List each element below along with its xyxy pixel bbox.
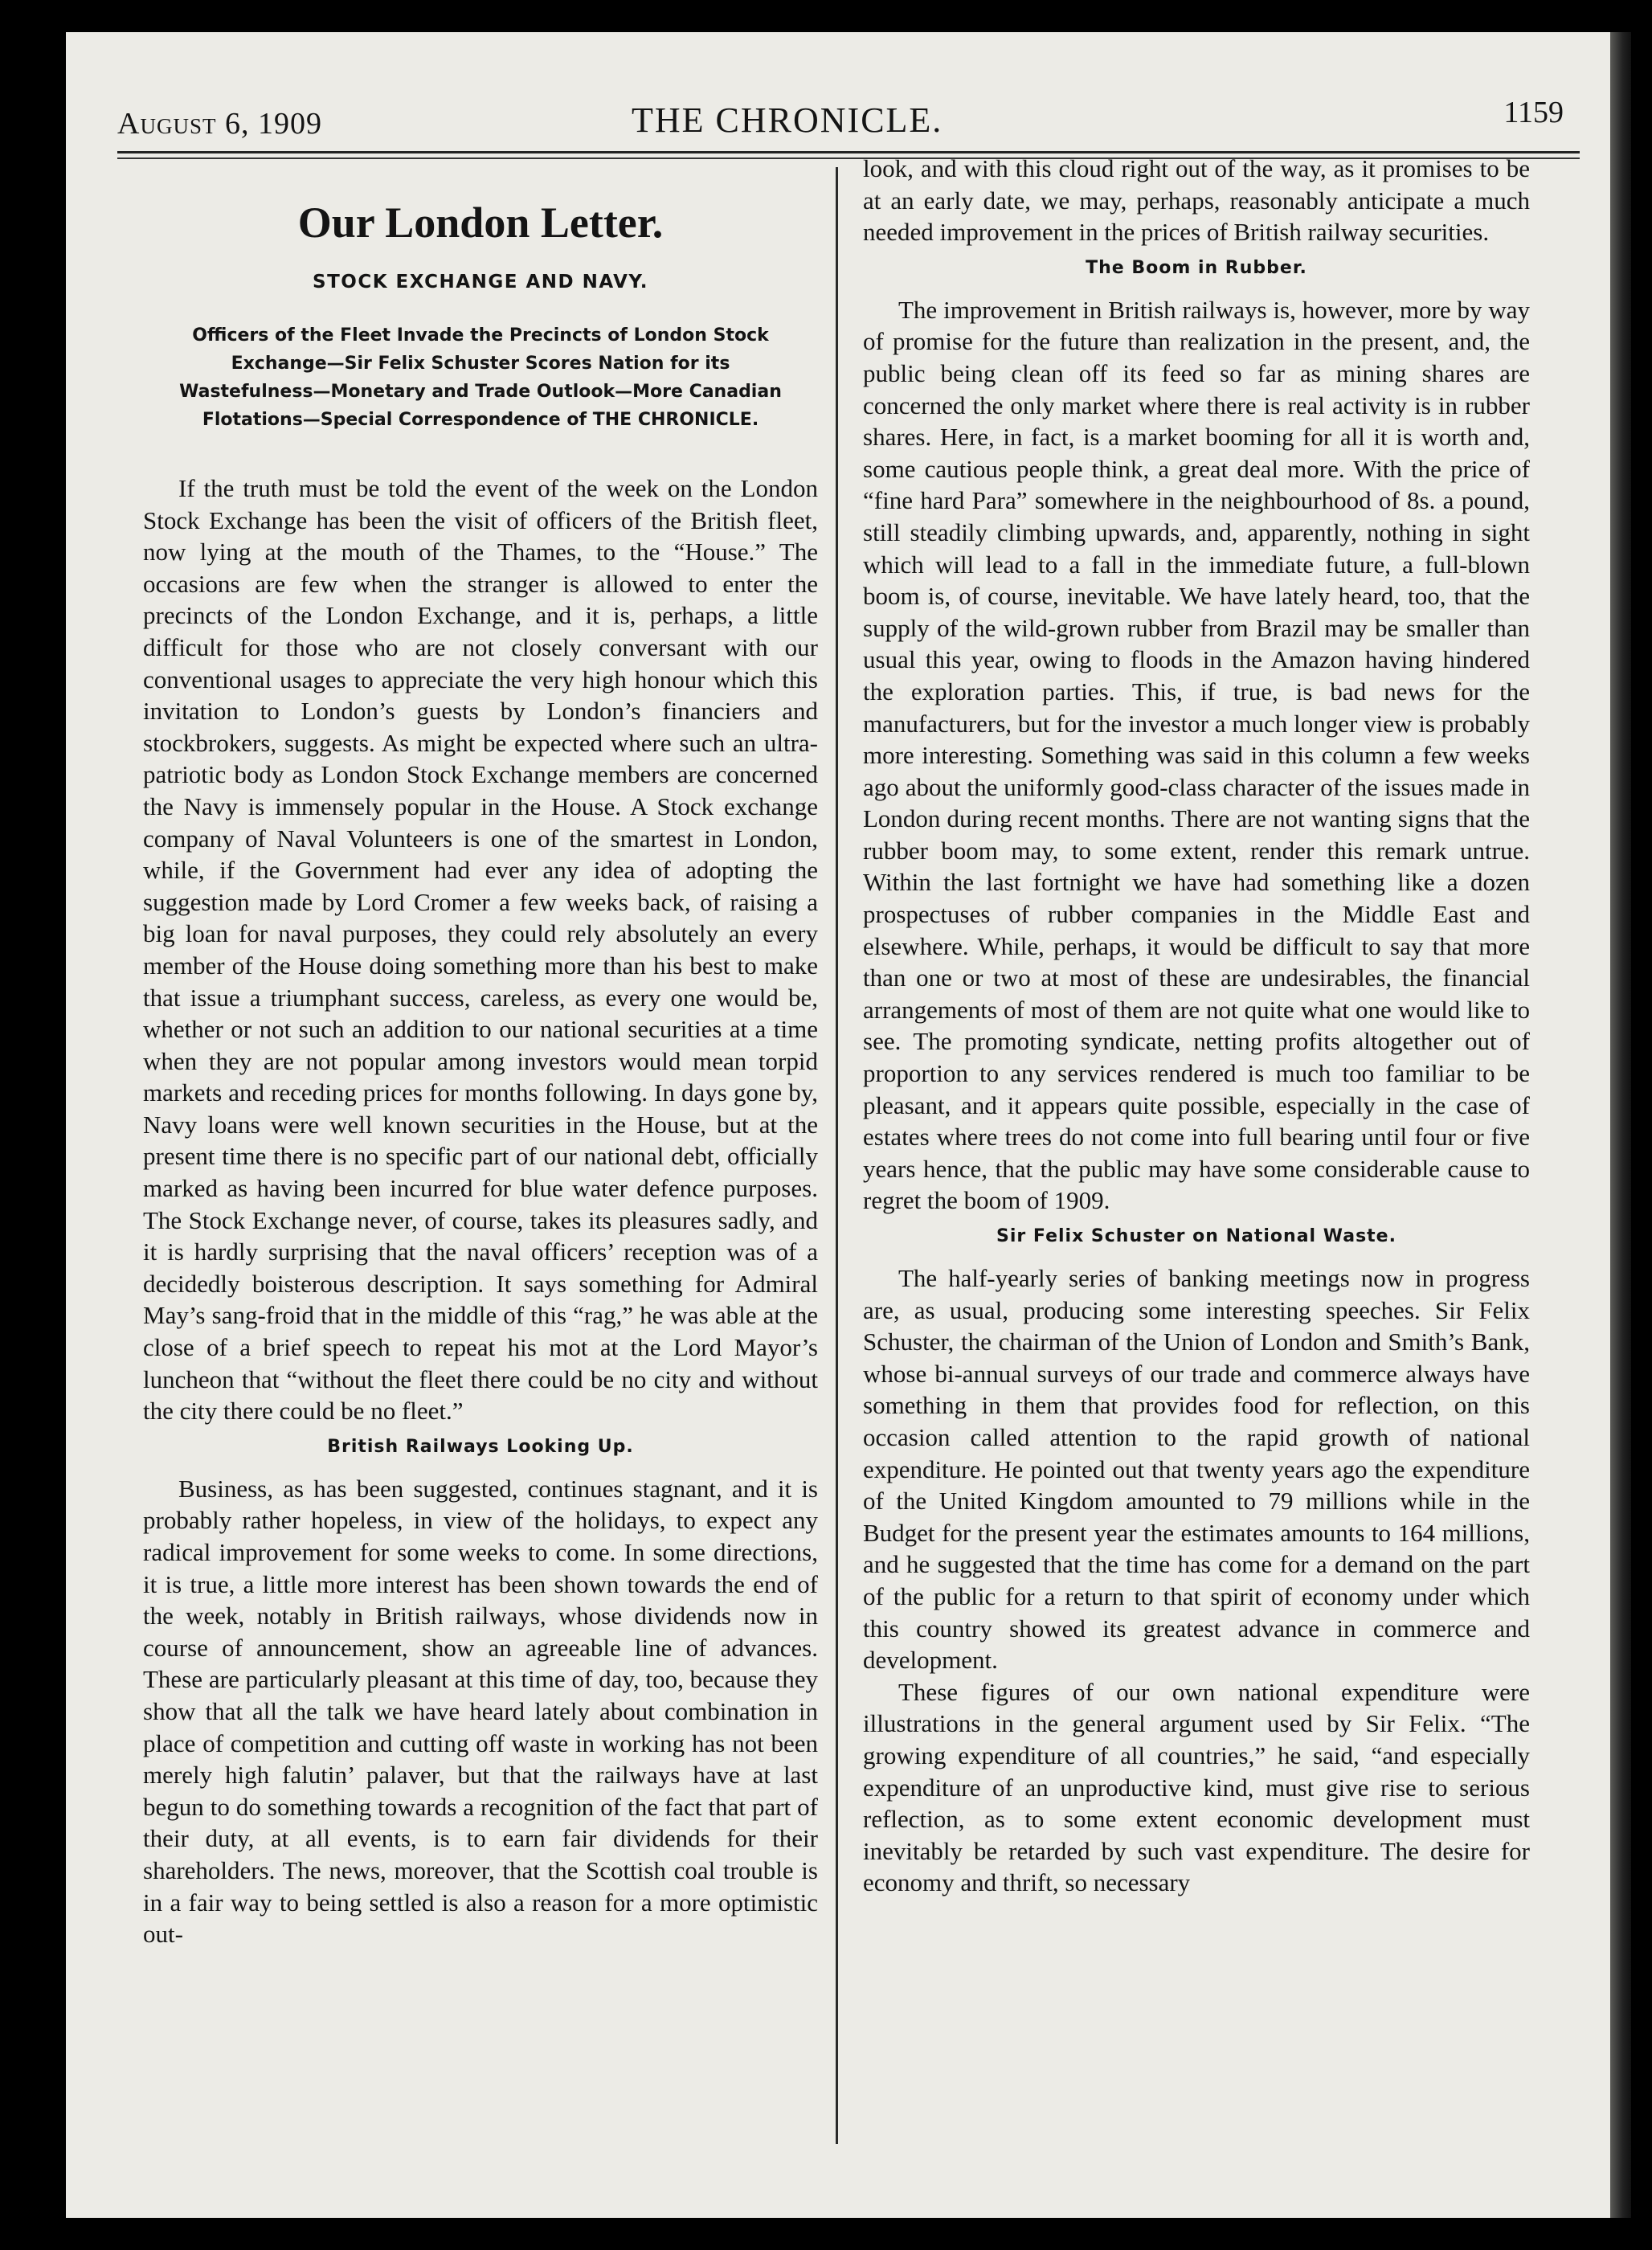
page-spine-shadow [1610,32,1631,2218]
left-column [143,182,818,1950]
issue-date: August 6, 1909 [117,107,322,141]
right-column [863,153,1530,1899]
publication-title: THE CHRONICLE. [632,100,943,140]
subheading-rubber: The Boom in Rubber. [1086,257,1307,278]
paragraph-railways: Business, as has been suggested, continues stagnant, and it is probably rather hopeless, in view of the holidays, to expect any radical improvement for some weeks to come. In some directions, it is true, a little more interest has been shown towards the end of the week, notably in British railways, whose dividends now in course of announcement, show an agreeable line of advances. These are particularly pleasant at this time of day, too, because they show that all the talk we have heard lately about combination in place of competition and cutting off waste in working has not been merely high falutin’ palaver, but that the railways have at last begun to do something towards a recognition of the fact that part of their duty, at all events, is to earn fair dividends for their shareholders. The news, moreover, that the Scottish coal trouble is in a fair way to being settled is also a reason for a more optimistic out- [143,1474,818,1949]
article-deck: Officers of the Fleet Invade the Precincts of London Stock Exchange—Sir Felix Schuster Scores Nation for its Wastefulness—Monetary and Trade Outlook—More Canadian Flotations—Special Correspondence of THE CHRONICLE. [179,325,782,430]
page-number: 1159 [1503,96,1564,129]
paragraph-schuster: The half-yearly series of banking meetings now in progress are, as usual, producing some interesting speeches. Sir Felix Schuster, the chairman of the Union of London and Smith’s Bank, whose bi-annual surveys of our trade and commerce always have something in them that provides food for reflection, on this occasion called attention to the rapid growth of national expenditure. He pointed out that twenty years ago the expenditure of the United Kingdom amounted to 79 millions while in the Budget for the present year the estimates amounts to 164 millions, and he suggested that the time has come for a demand on the part of the public for a return to that spirit of economy under which this country showed its greatest advance in commerce and development. [863,1264,1530,1675]
paragraph-expenditure: These figures of our own national expenditure were illustrations in the general argument used by Sir Felix. “The growing expenditure of all countries,” he said, “and especially expenditure of an unproductive kind, must give rise to serious reflection, as to some extent economic development must inevitably be retarded by such vast expenditure. The desire for economy and thrift, so necessary [863,1677,1530,1897]
page-header [117,74,1588,154]
paragraph-rubber: The improvement in British railways is, however, more by way of promise for the future than realization in the present, and, the public being clean off its feed so far as mining shares are concerned the only market where there is real activity is in rubber shares. Here, in fact, is a market booming for all it is worth and, some cautious people think, a great deal more. With the price of “fine hard Para” somewhere in the neighbourhood of 8s. a pound, still steadily climbing upwards, and, apparently, nothing in sight which will lead to a fall in the immediate future, a full-blown boom is, of course, inevitable. We have lately heard, too, that the supply of the wild-grown rubber from Brazil may be smaller than usual this year, owing to floods in the Amazon having hindered the exploration parties. This, if true, is bad news for the manufacturers, but for the investor a much longer view is probably more interesting. Something was said in this column a few weeks ago about the uniformly good-class character of the issues made in London during recent months. There are not wanting signs that the rubber boom may, to some extent, render this remark untrue. Within the last fortnight we have had something like a dozen prospectuses of rubber companies in the Middle East and elsewhere. While, perhaps, it would be difficult to say that more than one or two at most of these are undesirables, the financial arrangements of most of them are not quite what one would like to see. The promoting syndicate, netting profits altogether out of proportion to any services rendered is much too familiar to be pleasant, and it appears quite possible, especially in the case of estates where trees do not come into full bearing until four or five years hence, that the public may have some considerable cause to regret the boom of 1909. [863,295,1530,1215]
newspaper-page [66,32,1631,2218]
section-heading: STOCK EXCHANGE AND NAVY. [313,272,648,292]
paragraph-stock-exchange: If the truth must be told the event of the week on the London Stock Exchange has been the visit of officers of the British fleet, now lying at the mouth of the Thames, to the “House.” The occasions are few when the stranger is allowed to enter the precincts of the London Exchange, and it is, perhaps, a little difficult for those who are not closely conversant with our conventional usages to appreciate the very high honour which this invitation to London’s guests by London’s financiers and stockbrokers, suggests. As might be expected where such an ultra-patriotic body as London Stock Exchange members are concerned the Navy is immensely popular in the House. A Stock exchange company of Naval Volunteers is one of the smartest in London, while, if the Government had ever any idea of adopting the suggestion made by Lord Cromer a few weeks back, of raising a big loan for naval purposes, they could rely absolutely an every member of the House doing something more than his best to make that issue a triumphant success, careless, as every one would be, whether or not such an addition to our national securities at a time when they are not popular among investors would mean torpid markets and receding prices for months following. In days gone by, Navy loans were well known securities in the House, but at the present time there is no specific part of our national debt, officially marked as having been incurred for blue water defence purposes. The Stock Exchange never, of course, takes its pleasures sadly, and it is hardly surprising that the naval officers’ reception was of a decidedly boisterous description. It says something for Admiral May’s sang-froid that in the middle of this “rag,” he was able at the close of a brief speech to repeat his mot at the Lord Mayor’s luncheon that “without the fleet there could be no city and without the city there could be no fleet.” [143,474,818,1426]
column-separator [836,167,838,2144]
subheading-railways: British Railways Looking Up. [327,1436,634,1457]
subheading-schuster: Sir Felix Schuster on National Waste. [996,1226,1396,1246]
paragraph-railways-continued: look, and with this cloud right out of the way, as it promises to be at an early date, we may, perhaps, reasonably anticipate a much needed improvement in the prices of British railway securities. [863,154,1530,247]
article-title: Our London Letter. [297,198,664,247]
